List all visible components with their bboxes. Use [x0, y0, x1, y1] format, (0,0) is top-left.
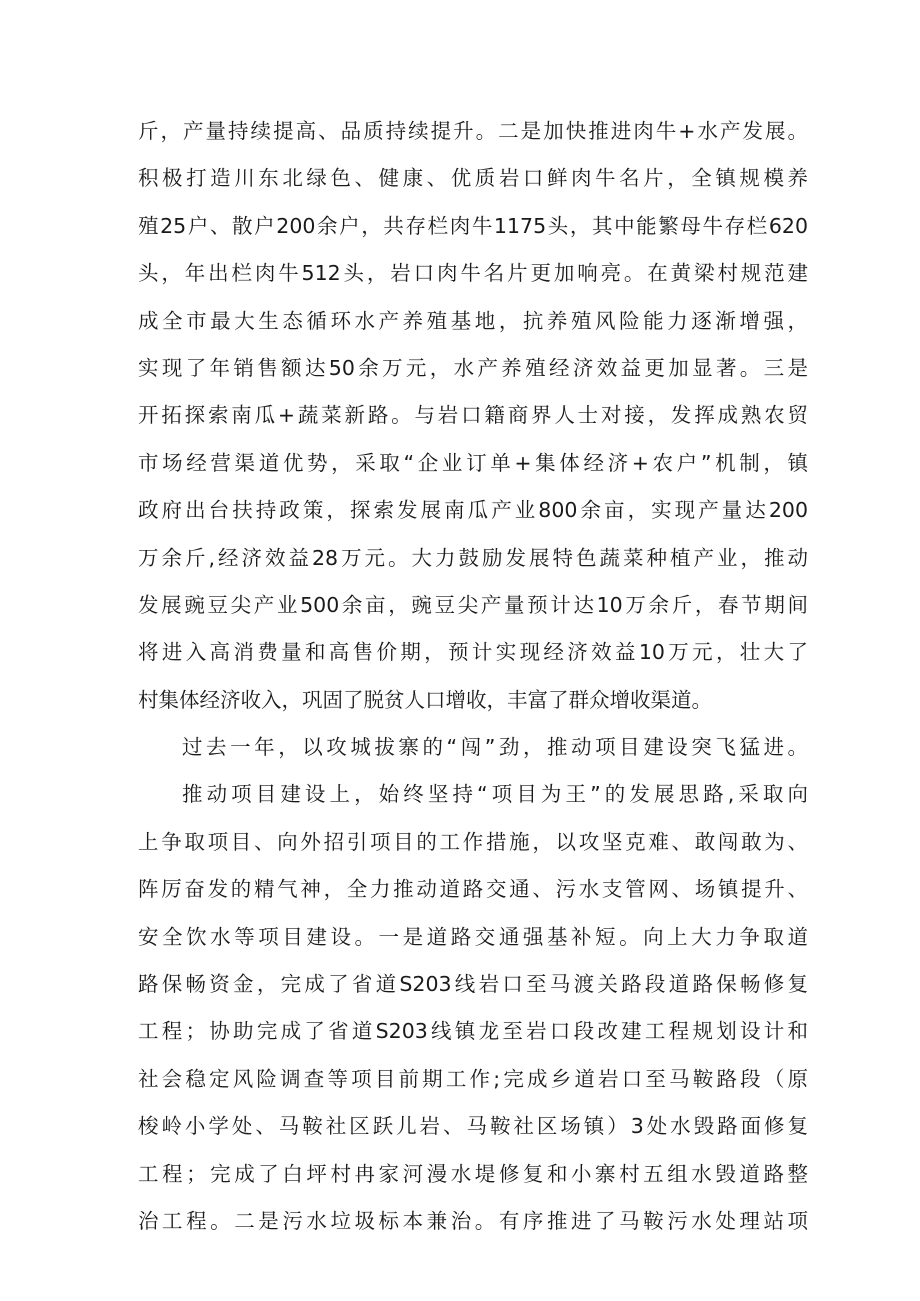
text-line-7: 开拓探索南瓜+蔬菜新路。与岩口籍商界人士对接，发挥成熟农贸 — [138, 403, 808, 428]
text-line-4: 头，年出栏肉牛512头，岩口肉牛名片更加响亮。在黄梁村规范建 — [138, 261, 808, 286]
text-line-15: 推动项目建设上，始终坚持“项目为王”的发展思路,采取向 — [182, 782, 808, 807]
text-line-12: 将进入高消费量和高售价期，预计实现经济效益10万元，壮大了 — [138, 640, 808, 665]
text-line-9: 政府出台扶持政策，探索发展南瓜产业800余亩，实现产量达200 — [138, 498, 808, 523]
text-line-5: 成全市最大生态循环水产养殖基地，抗养殖风险能力逐渐增强， — [138, 308, 808, 333]
text-line-18: 安全饮水等项目建设。一是道路交通强基补短。向上大力争取道 — [138, 924, 808, 949]
text-line-3: 殖25户、散户200余户，共存栏肉牛1175头，其中能繁母牛存栏620 — [138, 213, 808, 238]
text-line-22: 梭岭小学处、马鞍社区跃儿岩、马鞍社区场镇）3处水毁路面修复 — [138, 1114, 808, 1139]
text-line-24: 治工程。二是污水垃圾标本兼治。有序推进了马鞍污水处理站项 — [138, 1208, 808, 1233]
text-line-23: 工程；完成了白坪村冉家河漫水堤修复和小寨村五组水毁道路整 — [138, 1161, 808, 1186]
text-line-1: 斤，产量持续提高、品质持续提升。二是加快推进肉牛+水产发展。 — [138, 119, 808, 143]
text-line-14: 过去一年，以攻城拔寨的“闯”劲，推动项目建设突飞猛进。 — [182, 735, 808, 760]
text-line-8: 市场经营渠道优势，采取“企业订单+集体经济+农户”机制，镇 — [138, 450, 808, 475]
text-line-17: 阵厉奋发的精气神，全力推动道路交通、污水支管网、场镇提升、 — [138, 877, 808, 902]
body-text — [138, 108, 808, 1245]
text-line-16: 上争取项目、向外招引项目的工作措施，以攻坚克难、敢闯敢为、 — [138, 829, 808, 854]
text-line-10: 万余斤,经济效益28万元。大力鼓励发展特色蔬菜种植产业，推动 — [138, 545, 808, 570]
text-line-19: 路保畅资金，完成了省道S203线岩口至马渡关路段道路保畅修复 — [138, 972, 808, 997]
text-line-11: 发展豌豆尖产业500余亩，豌豆尖产量预计达10万余斤，春节期间 — [138, 592, 808, 617]
text-line-13: 村集体经济收入，巩固了脱贫人口增收，丰富了群众增收渠道。 — [138, 687, 712, 712]
text-line-20: 工程；协助完成了省道S203线镇龙至岩口段改建工程规划设计和 — [138, 1019, 808, 1044]
text-line-21: 社会稳定风险调查等项目前期工作;完成乡道岩口至马鞍路段（原 — [138, 1066, 808, 1091]
text-line-6: 实现了年销售额达50余万元，水产养殖经济效益更加显著。三是 — [138, 355, 808, 380]
text-line-2: 积极打造川东北绿色、健康、优质岩口鲜肉牛名片，全镇规模养 — [138, 166, 808, 191]
